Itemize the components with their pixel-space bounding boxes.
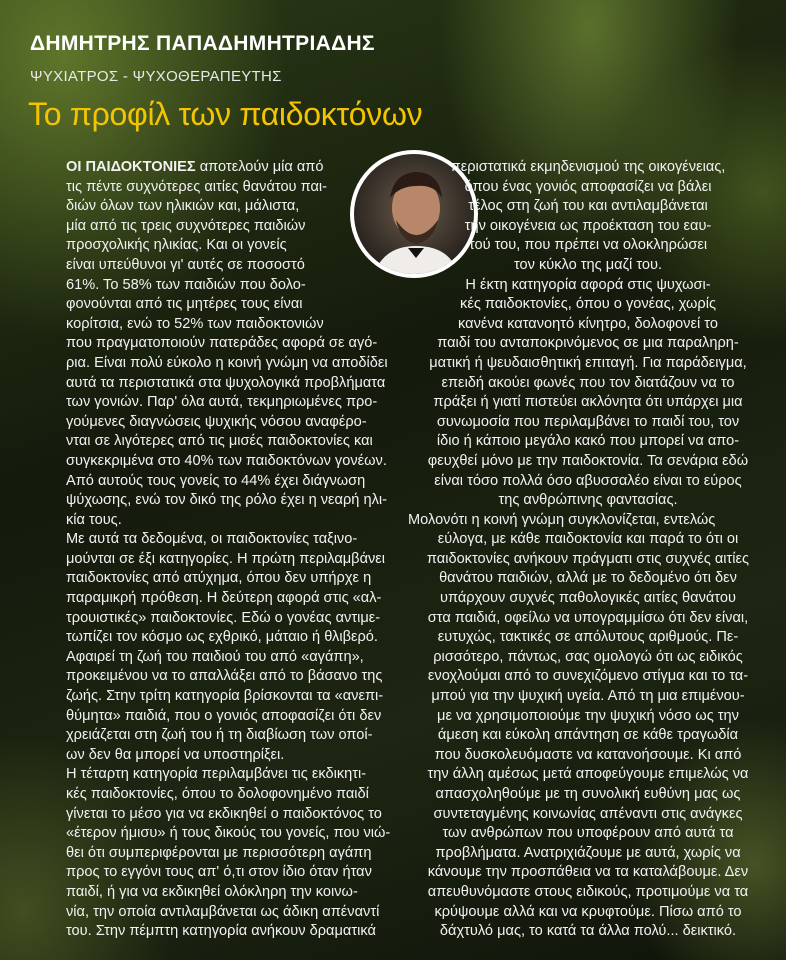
- article-line: διών όλων των ηλικιών και, μάλιστα,: [66, 198, 300, 215]
- article-line: επειδή ακούει φωνές που τον διατάζουν να το: [441, 374, 735, 391]
- article-line: φευχθεί μόνο με την παιδοκτονία. Τα σενάρια εδώ: [427, 452, 749, 469]
- article-line: Αφαιρεί τη ζωή του παιδιού του από «αγάπη»,: [66, 648, 364, 665]
- article-line: αυτά τα περιστατικά στα ψυχολογικά προβλήματα: [66, 374, 386, 391]
- article-line: παιδοκτονίες ανήκουν πράγματι στις συχνές αιτίες: [426, 550, 750, 567]
- article-line: τρουιστικές» παιδοκτονίες. Εδώ ο γονέας αντιμε-: [66, 609, 381, 626]
- article-line: θει ότι συμπεριφέρονται με περισσότερη αγάπη: [66, 844, 372, 861]
- article-line: περιστατικά εκμηδενισμού της οικογένειας,: [450, 159, 726, 175]
- article-line: υπάρχουν συχνές παθολογικές αιτίες θανάτου: [440, 590, 736, 607]
- article-line: παιδί του ανταποκρινόμενος σε μια παραληρη-: [437, 335, 739, 352]
- article-line: παιδί, ή για να εκδικηθεί ολόκληρη την κοινω-: [66, 883, 358, 900]
- article-line: παιδοκτονίες από ατύχημα, όπου δεν υπήρχε η: [66, 570, 372, 587]
- article-line: κορίτσια, ενώ το 52% των παιδοκτονιών: [66, 315, 324, 332]
- article-line: την οικογένεια ως προέκταση του εαυ-: [464, 217, 712, 234]
- article-line: που δυσκολευόμαστε να κατανοήσουμε. Κι από: [434, 746, 742, 763]
- author-name: ΔΗΜΗΤΡΗΣ ΠΑΠΑΔΗΜΗΤΡΙΑΔΗΣ: [30, 32, 375, 55]
- article-line: γίνεται το μέσο για να εκδικηθεί ο παιδοκτόνος το: [66, 805, 382, 822]
- article-line: Με αυτά τα δεδομένα, οι παιδοκτονίες ταξινο-: [66, 531, 358, 548]
- article-line: φονούνται από τις μητέρες τους είναι: [66, 296, 303, 313]
- article-line: προς το εγγόνι τους απ' ό,τι στον ίδιο όταν ήταν: [66, 864, 372, 881]
- article-line: είναι υπεύθυνοι γι' αυτές σε ποσοστό: [66, 256, 305, 273]
- article-line: Μολονότι η κοινή γνώμη συγκλονίζεται, εντελώς: [408, 511, 716, 528]
- article-line: τωπίζει τον κόσμο ως εχθρικό, μάταιο ή θλιβερό.: [66, 629, 378, 646]
- article-line: ων δεν θα μπορεί να υποστηρίξει.: [66, 746, 285, 763]
- article-line: εύλογα, με κάθε παιδοκτονία και παρά το ότι οι: [437, 531, 739, 548]
- article-line: «έτερον ήμισυ» ή τους δικούς του γονείς, που νιώ-: [66, 825, 391, 842]
- article-line: κανένα κατανοητό κίνητρο, δολοφονεί το: [458, 315, 718, 332]
- article-column-left: [66, 158, 396, 942]
- article-line: συνωμοσία που περιλαμβάνει το παιδί του, τον: [436, 413, 740, 430]
- article-line: την άλλη αμέσως μετά αποφεύγουμε επιμελώς να: [427, 766, 749, 783]
- article-line: των ανθρώπων που υποφέρουν από αυτά τα: [442, 825, 734, 842]
- article-line: θανάτου παιδιών, αλλά με το δεδομένο ότι δεν: [439, 570, 737, 587]
- article-line: τις πέντε συχνότερες αιτίες θανάτου παι-: [66, 178, 327, 195]
- article-line: ματική ή ψευδαισθητική επιταγή. Για παράδειγμα,: [429, 354, 747, 371]
- article-line: συντεταγμένης κοινωνίας απέναντι στις ανάγκες: [433, 805, 743, 822]
- article-line: ψύχωσης, ενώ τον δικό της ρόλο έχει η νεαρή ηλι-: [66, 492, 387, 509]
- article-line: της ανθρώπινης φαντασίας.: [498, 492, 678, 509]
- article-line: χρειάζεται στη ζωή του ή τη διαβίωση των οποί-: [66, 727, 373, 744]
- article-line: κές παιδοκτονίες, όπου ο γονέας, χωρίς: [460, 296, 716, 313]
- article-line: παραμικρή πρόθεση. Η δεύτερη αφορά στις «αλ-: [66, 590, 382, 607]
- article-line: των γονιών. Παρ' όλα αυτά, τεκμηριωμένες προ-: [66, 394, 378, 411]
- article-line: μπού για την ψυχική υγεία. Από τη μια επιμένου-: [431, 688, 745, 705]
- article-line: είναι τόσο πολλά όσο αβυσσαλέο είναι το εύρος: [434, 472, 742, 489]
- article-line: που πραγματοποιούν πατεράδες αφορά σε αγό-: [66, 335, 378, 352]
- article-title: Το προφίλ των παιδοκτόνων: [28, 96, 423, 132]
- article-line: μία από τις τρεις συχνότερες παιδιών: [66, 217, 306, 234]
- article-line: συγκεκριμένα στο 40% των παιδοκτόνων γονέων.: [66, 452, 387, 469]
- article-line: Η έκτη κατηγορία αφορά στις ψυχωσι-: [465, 276, 711, 293]
- author-role: ΨΥΧΙΑΤΡΟΣ - ΨΥΧΟΘΕΡΑΠΕΥΤΗΣ: [30, 68, 282, 85]
- article-line: κάνουμε την προσπάθεια να τα καταλάβουμε. Δεν: [427, 864, 749, 881]
- article-line: προκειμένου να το απαλλάξει από το βάσανο της: [66, 668, 383, 685]
- article-line: άμεση και εύκολη απάντηση σε κάθε τραγωδία: [437, 727, 739, 744]
- article-line: κές παιδοκτονίες, όπου το δολοφονημένο παιδί: [66, 786, 369, 802]
- article-line: τού του, που πρέπει να ολοκληρώσει: [468, 237, 708, 254]
- article-line: απευθυνόμαστε στους ειδικούς, προτιμούμε να τα: [427, 883, 749, 900]
- article-line: κρύψουμε αλλά και να κρυφτούμε. Πίσω από το: [434, 903, 742, 920]
- article-line: προβλήματα. Ανατριχιάζουμε με αυτά, χωρίς να: [435, 844, 741, 861]
- article-line: Από αυτούς τους γονείς το 44% έχει διάγνωση: [66, 472, 366, 489]
- article-line: ρια. Είναι πολύ εύκολο η κοινή γνώμη να αποδίδει: [66, 354, 388, 371]
- article-line: απασχοληθούμε με τη συνολική ευθύνη μας ως: [435, 786, 741, 802]
- article-line: του. Στην πέμπτη κατηγορία ανήκουν δραματικά: [66, 923, 376, 940]
- article-line: με να χρησιμοποιούμε την ψυχική νόσο ως την: [437, 707, 739, 724]
- lead-word: ΟΙ ΠΑΙΔΟΚΤΟΝΙΕΣ: [66, 159, 196, 175]
- article-line: ενοχλούμαι από το συνεχιζόμενο στίγμα και το τα-: [427, 668, 749, 685]
- article-line: νται σε λιγότερες από τις μισές παιδοκτονίες και: [66, 433, 373, 450]
- article-line: θύμητα» παιδιά, που ο γονιός αποφασίζει ότι δεν: [66, 707, 382, 724]
- article-line: ζωής. Στην τρίτη κατηγορία βρίσκονται τα «ανεπι-: [66, 688, 384, 705]
- article-line: ρισσότερο, πάντως, σας ομολογώ ότι ως ειδικός: [433, 648, 743, 665]
- article-line: ΟΙ ΠΑΙΔΟΚΤΟΝΙΕΣ αποτελούν μία από: [66, 159, 324, 175]
- article-line: πράξει ή γιατί πιστεύει ακλόνητα ότι υπάρχει μια: [433, 394, 743, 411]
- article-column-right: [408, 158, 768, 942]
- article-line: ευτυχώς, τακτικές σε απόλυτους αριθμούς. Πε-: [437, 629, 739, 646]
- article-line: τον κύκλο της μαζί του.: [513, 256, 663, 273]
- article-line: ίδιο ή κάποιο μεγάλο κακό που μπορεί να απο-: [436, 433, 740, 450]
- article-line: προσχολικής ηλικίας. Και οι γονείς: [66, 237, 287, 254]
- article-line: δάχτυλό μας, το κατά τα άλλα πολύ... δεικτικό.: [439, 923, 737, 940]
- article-line: τέλος στη ζωή του και αντιλαμβάνεται: [468, 198, 708, 215]
- article-line: Η τέταρτη κατηγορία περιλαμβάνει τις εκδικητι-: [66, 766, 367, 783]
- article-line: κία τους.: [66, 511, 122, 528]
- article-line: μούνται σε έξι κατηγορίες. Η πρώτη περιλαμβάνει: [66, 550, 386, 567]
- article-line: όπου ένας γονιός αποφασίζει να βάλει: [464, 178, 712, 195]
- article-line: 61%. Το 58% των παιδιών που δολο-: [66, 276, 306, 293]
- article-line: νία, την οποία αντιλαμβάνεται ως άδικη απέναντί: [66, 903, 380, 920]
- article-line: γούμενες διαγνώσεις ψυχικής νόσου αναφέρο-: [66, 413, 367, 430]
- article-line: στα παιδιά, οφείλω να υπογραμμίσω ότι δεν είναι,: [427, 609, 749, 626]
